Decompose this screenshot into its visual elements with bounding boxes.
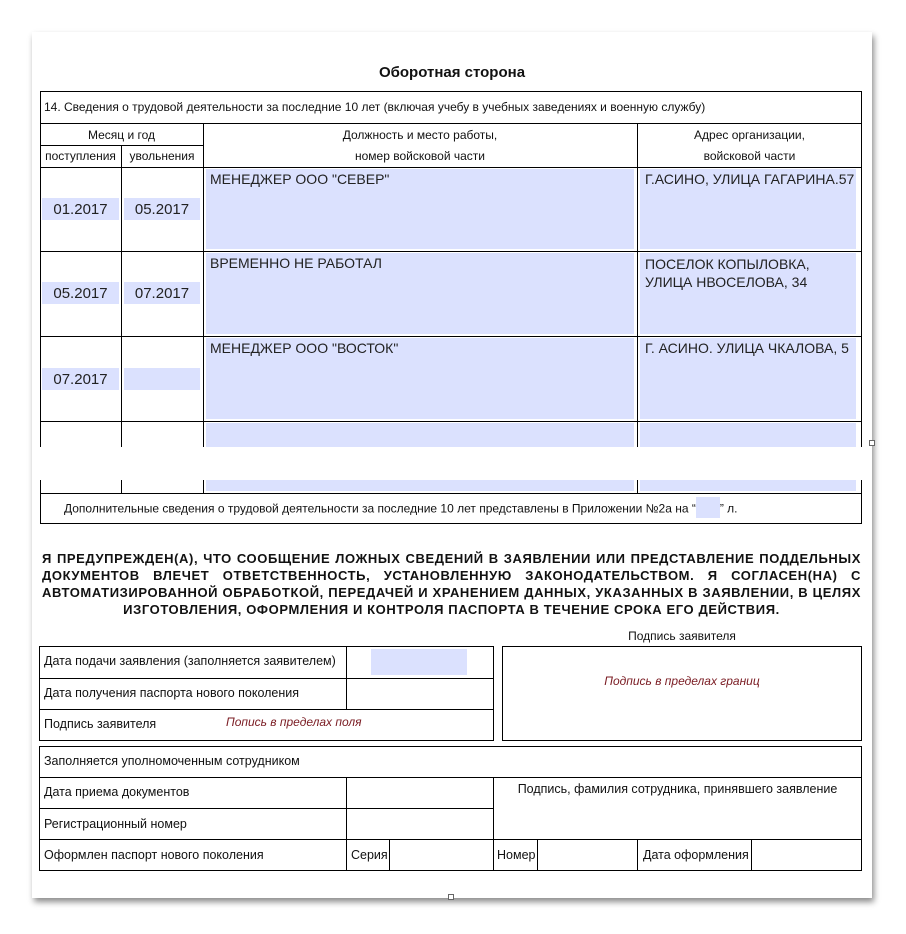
reg-number-label: Регистрационный номер xyxy=(44,817,187,831)
signature-box[interactable] xyxy=(502,646,862,741)
additional-info-suffix: ” л. xyxy=(719,501,738,516)
start-date-value: 07.2017 xyxy=(53,371,108,388)
submit-date-label: Дата подачи заявления (заполняется заявителем) xyxy=(44,654,336,668)
signature-box-hint: Подпись в пределах границ xyxy=(604,674,760,688)
start-date-value: 05.2017 xyxy=(53,285,108,302)
address-value: Г.АСИНО, УЛИЦА ГАГАРИНА.57 xyxy=(645,171,855,187)
end-date-value: 05.2017 xyxy=(134,201,190,218)
additional-info-text xyxy=(64,501,738,518)
start-date-value: 01.2017 xyxy=(53,201,108,218)
series-label: Серия xyxy=(351,848,388,862)
number-label: Номер xyxy=(497,848,536,862)
issue-date-label: Дата оформления xyxy=(643,848,749,862)
col-month-year: Месяц и год xyxy=(87,128,156,142)
official-header: Заполняется уполномоченным сотрудником xyxy=(44,754,300,768)
page-title: Оборотная сторона xyxy=(378,64,526,81)
signature-label: Подпись заявителя xyxy=(44,717,157,731)
accept-date-label: Дата приема документов xyxy=(44,785,190,799)
col-position-line2: номер войсковой части xyxy=(355,149,485,163)
col-address-line2: войсковой части xyxy=(703,149,796,163)
receive-date-label: Дата получения паспорта нового поколения xyxy=(44,686,300,700)
address-value: ПОСЕЛОК КОПЫЛОВКА, УЛИЦА НВОСЕЛОВА, 34 xyxy=(645,256,810,290)
form-page xyxy=(32,32,872,898)
signature-field-hint[interactable]: Попись в пределах поля xyxy=(226,715,362,729)
additional-pages-field[interactable] xyxy=(696,497,720,518)
end-date-value: 07.2017 xyxy=(134,285,190,302)
resize-handle[interactable] xyxy=(448,894,454,900)
col-start: поступления xyxy=(45,149,116,163)
signature-header: Подпись заявителя xyxy=(628,629,736,643)
section-14-heading: 14. Сведения о трудовой деятельности за последние 10 лет (включая учебу в учебных заведениях и военную службу) xyxy=(44,100,706,114)
additional-info-prefix: Дополнительные сведения о трудовой деятельности за последние 10 лет представлены в Приложении №2а на “ xyxy=(64,501,696,516)
address-value: Г. АСИНО. УЛИЦА ЧКАЛОВА, 5 xyxy=(645,340,849,356)
warning-text: Я ПРЕДУПРЕЖДЕН(А), ЧТО СООБЩЕНИЕ ЛОЖНЫХ СВЕДЕНИЙ В ЗАЯВЛЕНИИ ИЛИ ПРЕДСТАВЛЕНИЕ ПОДДЕЛЬНЫХ ДОКУМЕНТОВ ВЛЕЧЕТ ОТВЕТСТВЕННОСТЬ, УСТАНОВЛЕННУЮ ЗАКОНОДАТЕЛЬСТВОМ. Я СОГЛАСЕН(НА) С АВТОМАТИЗИРОВАННОЙ ОБРАБОТКОЙ, ПЕРЕДАЧЕЙ И ХРАНЕНИЕМ ДАННЫХ, УКАЗАННЫХ В ЗАЯВЛЕНИИ, В ЦЕЛЯХ ИЗГОТОВЛЕНИЯ, ОФОРМЛЕНИЯ И КОНТРОЛЯ ПАСПОРТА В ТЕЧЕНИЕ СРОКА ЕГО ДЕЙСТВИЯ. xyxy=(42,551,861,617)
position-value: ВРЕМЕННО НЕ РАБОТАЛ xyxy=(210,255,382,271)
col-end: увольнения xyxy=(129,149,195,163)
col-position-line1: Должность и место работы, xyxy=(342,128,498,142)
resize-handle[interactable] xyxy=(869,440,875,446)
page-break xyxy=(32,447,872,480)
end-date-field[interactable] xyxy=(124,368,200,390)
position-value: МЕНЕДЖЕР ООО "ВОСТОК" xyxy=(210,340,399,356)
submit-date-field[interactable] xyxy=(371,649,467,675)
col-address-line1: Адрес организации, xyxy=(694,128,805,142)
passport-issued-label: Оформлен паспорт нового поколения xyxy=(44,848,264,862)
position-value: МЕНЕДЖЕР ООО "СЕВЕР" xyxy=(210,171,390,187)
official-signature-label: Подпись, фамилия сотрудника, принявшего заявление xyxy=(517,782,838,796)
